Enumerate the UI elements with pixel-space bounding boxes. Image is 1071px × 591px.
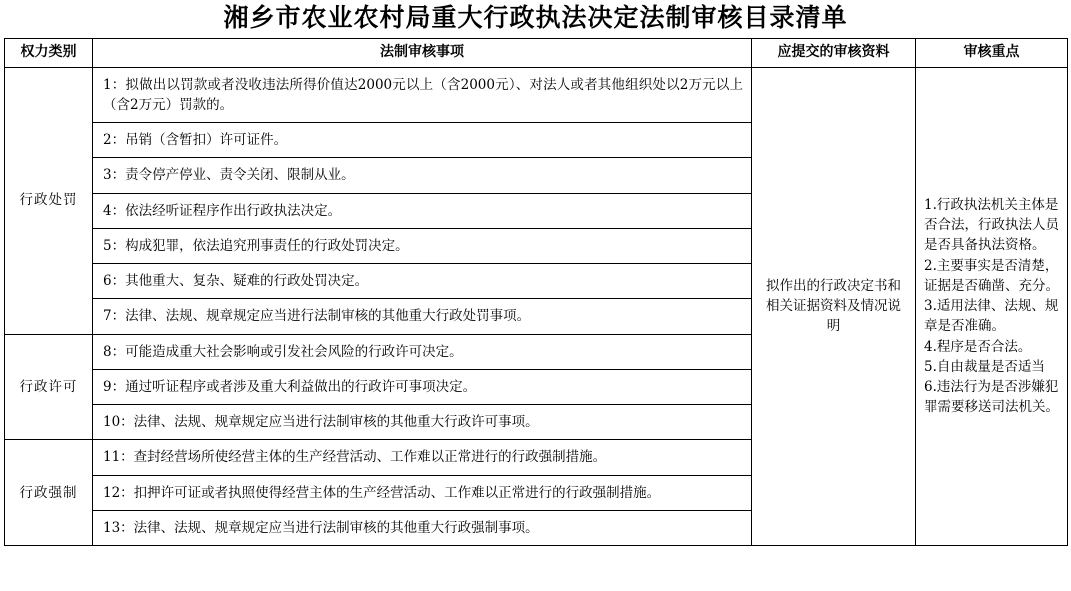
review-item: 12：扣押许可证或者执照使得经营主体的生产经营活动、工作难以正常进行的行政强制措施。 xyxy=(93,475,752,510)
category-cell-penalty: 行政处罚 xyxy=(5,67,93,334)
table-row xyxy=(5,67,1068,123)
review-item: 10：法律、法规、规章规定应当进行法制审核的其他重大行政许可事项。 xyxy=(93,405,752,440)
review-item: 1：拟做出以罚款或者没收违法所得价值达2000元以上（含2000元）、对法人或者其他组织处以2万元以上（含2万元）罚款的。 xyxy=(93,67,752,123)
review-item: 3：责令停产停业、责令关闭、限制从业。 xyxy=(93,158,752,193)
review-item: 6：其他重大、复杂、疑难的行政处罚决定。 xyxy=(93,264,752,299)
key-point-item: 5.自由裁量是否适当 xyxy=(924,358,1045,375)
review-item: 7：法律、法规、规章规定应当进行法制审核的其他重大行政处罚事项。 xyxy=(93,299,752,334)
materials-cell: 拟作出的行政决定书和相关证据资料及情况说明 xyxy=(752,67,916,546)
review-item: 4：依法经听证程序作出行政执法决定。 xyxy=(93,193,752,228)
category-cell-enforcement: 行政强制 xyxy=(5,440,93,546)
key-point-item: 6.违法行为是否涉嫌犯罪需要移送司法机关。 xyxy=(924,379,1059,416)
review-item: 2：吊销（含暂扣）许可证件。 xyxy=(93,123,752,158)
table-header-row xyxy=(5,38,1068,67)
review-catalog-table xyxy=(4,38,1068,547)
key-point-item: 3.适用法律、法规、规章是否准确。 xyxy=(924,298,1059,335)
column-header-review-item: 法制审核事项 xyxy=(93,38,752,67)
page-title: 湘乡市农业农村局重大行政执法决定法制审核目录清单 xyxy=(223,3,848,32)
review-item: 5：构成犯罪，依法追究刑事责任的行政处罚决定。 xyxy=(93,228,752,263)
column-header-category: 权力类别 xyxy=(5,38,93,67)
key-point-item: 1.行政执法机关主体是否合法，行政执法人员是否具备执法资格。 xyxy=(924,196,1059,254)
key-point-item: 4.程序是否合法。 xyxy=(924,338,1032,355)
review-item: 13：法律、法规、规章规定应当进行法制审核的其他重大行政强制事项。 xyxy=(93,510,752,545)
column-header-key-points: 审核重点 xyxy=(916,38,1068,67)
key-point-item: 2.主要事实是否清楚，证据是否确凿、充分。 xyxy=(924,257,1059,294)
review-item: 11：查封经营场所使经营主体的生产经营活动、工作难以正常进行的行政强制措施。 xyxy=(93,440,752,475)
category-cell-license: 行政许可 xyxy=(5,334,93,440)
key-points-cell xyxy=(916,67,1068,546)
column-header-materials: 应提交的审核资料 xyxy=(752,38,916,67)
review-item: 8：可能造成重大社会影响或引发社会风险的行政许可决定。 xyxy=(93,334,752,369)
review-item: 9：通过听证程序或者涉及重大利益做出的行政许可事项决定。 xyxy=(93,369,752,404)
